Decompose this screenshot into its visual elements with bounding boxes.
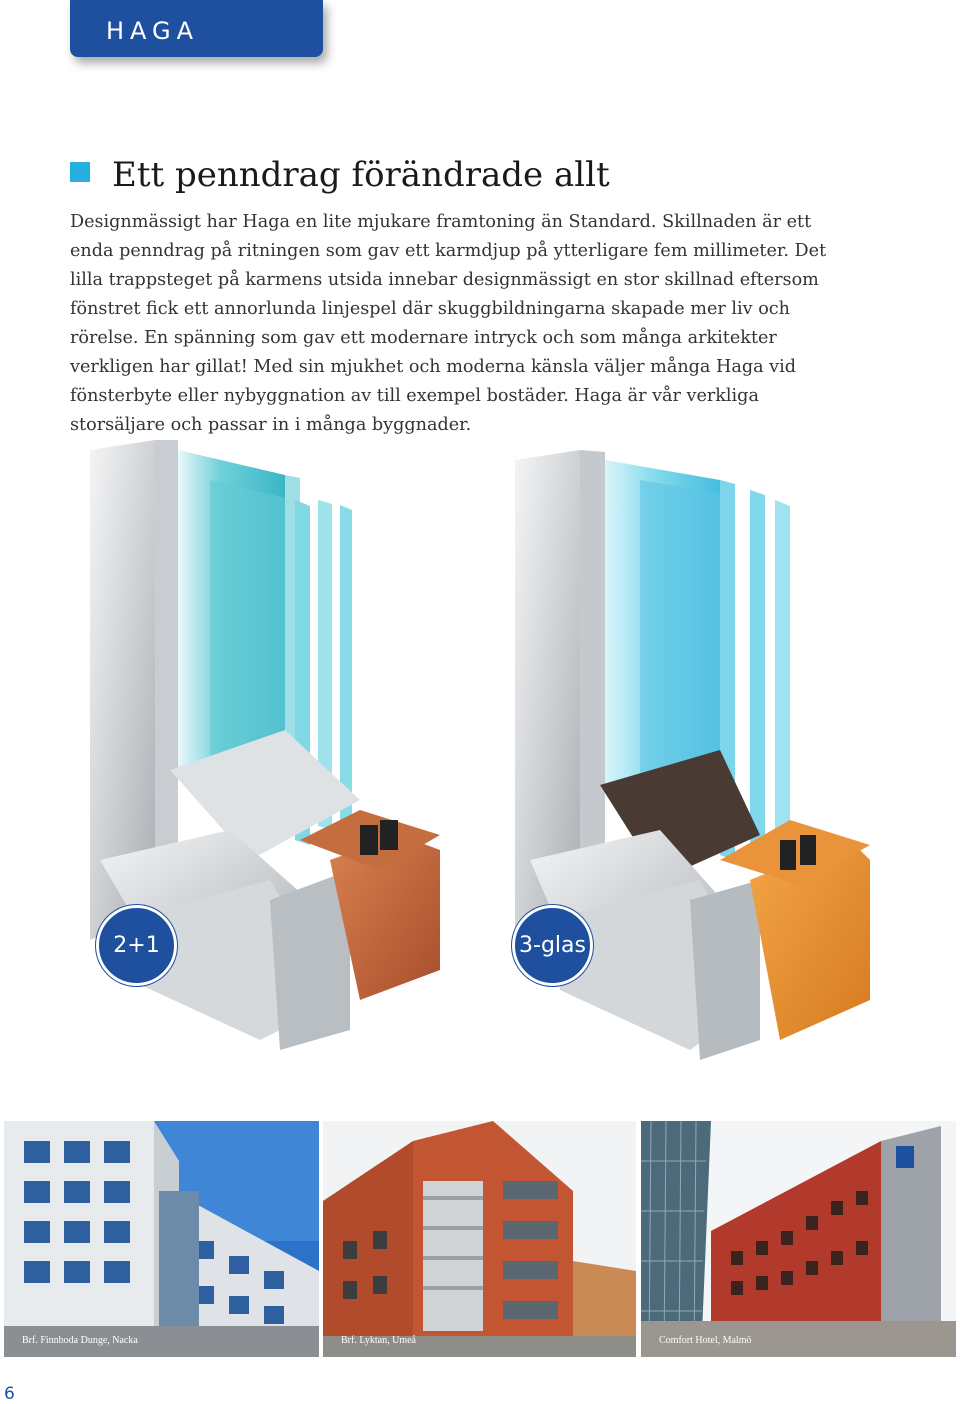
section-heading xyxy=(70,155,610,195)
photo-lyktan xyxy=(323,1121,636,1357)
photo-caption: Brf. Lyktan, Umeå xyxy=(341,1335,416,1346)
window-cross-section-illustration xyxy=(60,440,920,1080)
page-number: 6 xyxy=(4,1384,15,1404)
header-tab xyxy=(70,0,323,57)
badge-2plus1: 2+1 xyxy=(96,905,177,986)
photo-caption: Comfort Hotel, Malmö xyxy=(659,1335,752,1346)
heading-bullet-icon xyxy=(70,162,90,182)
building-photo-3 xyxy=(641,1121,956,1357)
building-photo-2 xyxy=(323,1121,636,1357)
photo-comfort-hotel xyxy=(641,1121,956,1357)
heading-text: Ett penndrag förändrade allt xyxy=(112,155,610,195)
photo-caption: Brf. Finnboda Dunge, Nacka xyxy=(22,1335,138,1346)
badge-3glas: 3-glas xyxy=(512,905,593,986)
body-paragraph: Designmässigt har Haga en lite mjukare framtoning än Standard. Skillnaden är ett enda penndrag på ritningen som gav ett karmdjup på ytterligare fem millimeter. Det lilla trappsteget på karmens utsida innebar designmässigt en stor skillnad eftersom fönstret fick ett annorlunda linjespel där skuggbildningarna skapade mer liv och rörelse. En spänning som gav ett modernare intryck och som många arkitekter verkligen har gillat! Med sin mjukhet och moderna känsla väljer många Haga vid fönsterbyte eller nybyggnation av till exempel bostäder. Haga är vår verkliga storsäljare och passar in i många byggnader. xyxy=(70,212,827,435)
building-photo-1 xyxy=(4,1121,319,1357)
photo-finnboda-dunge xyxy=(4,1121,319,1357)
header-title: HAGA xyxy=(106,17,200,45)
